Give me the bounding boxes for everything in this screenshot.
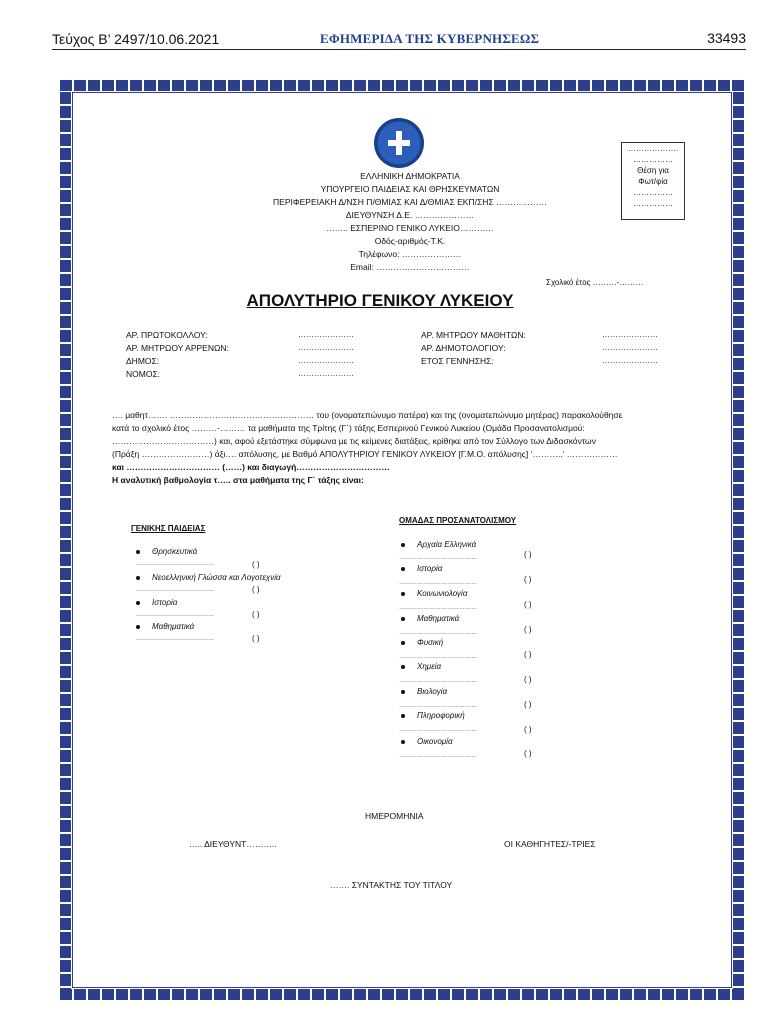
grade-line: ………………………………… [399, 678, 477, 684]
photo-box-line: …………… [633, 199, 673, 208]
teachers-signature: ΟΙ ΚΑΘΗΓΗΤΕΣ/-ΤΡΙΕΣ [504, 839, 596, 849]
letterhead-line: ΕΛΛΗΝΙΚΗ ΔΗΜΟΚΡΑΤΙΑ [360, 171, 460, 181]
grade-paren: ( ) [524, 575, 532, 584]
subject-orientation: Βιολογία [401, 687, 447, 696]
letterhead-line: ΠΕΡΙΦΕΡΕΙΑΚΗ Δ/ΝΣΗ Π/ΘΜΙΑΣ ΚΑΙ Δ/ΘΜΙΑΣ ΕΚΠ/ΣΗΣ ……………… [273, 197, 547, 207]
field-blank: ………………… [298, 330, 354, 339]
field-municipal-registry: ΑΡ. ΔΗΜΟΤΟΛΟΓΙΟΥ: [421, 343, 506, 353]
school-year: Σχολικό έτος ………-……… [546, 278, 644, 287]
body-line: και …………………………… (……) και διαγωγή…………………………… [112, 462, 390, 472]
subject-general: Ιστορία [136, 598, 177, 607]
photo-box-line: …………… [633, 155, 673, 164]
grade-paren: ( ) [524, 700, 532, 709]
field-blank: ………………… [298, 343, 354, 352]
page-number: 33493 [707, 30, 746, 46]
field-male-registry: ΑΡ. ΜΗΤΡΩΟΥ ΑΡΡΕΝΩΝ: [126, 343, 229, 353]
grade-line: ………………………………… [399, 703, 477, 709]
letterhead-line: ΥΠΟΥΡΓΕΙΟ ΠΑΙΔΕΙΑΣ ΚΑΙ ΘΡΗΣΚΕΥΜΑΤΩΝ [320, 184, 500, 194]
gazette-title: ΕΦΗΜΕΡΙΔΑ ΤΗΣ ΚΥΒΕΡΝΗΣΕΩΣ [320, 31, 540, 46]
field-blank: ………………… [602, 330, 658, 339]
subject-orientation: Χημεία [401, 662, 441, 671]
grade-line: ………………………………… [136, 636, 214, 642]
grade-paren: ( ) [524, 725, 532, 734]
grade-paren: ( ) [524, 675, 532, 684]
photo-box-line: Φωτ/φία [638, 177, 668, 186]
subject-orientation: Πληροφορική [401, 711, 465, 720]
subject-orientation: Αρχαία Ελληνικά [401, 540, 476, 549]
certificate-title: ΑΠΟΛΥΤΗΡΙΟ ΓΕΝΙΚΟΥ ΛΥΚΕΙΟΥ [246, 291, 514, 310]
greek-coat-of-arms-icon [374, 118, 424, 168]
subject-orientation: Οικονομία [401, 737, 453, 746]
body-line: …. μαθητ……. …………………………………………… του (ονοματεπώνυμο πατέρα) και της (ονοματεπώνυμο μητέρας) παρακολούθησε [112, 410, 623, 420]
grade-paren: ( ) [524, 600, 532, 609]
body-line: Η αναλυτική βαθμολογία τ….. στα μαθήματα της Γ΄ τάξης είναι: [112, 475, 364, 485]
grade-paren: ( ) [524, 749, 532, 758]
grade-paren: ( ) [252, 585, 260, 594]
director-signature: ….. ΔΙΕΥΘΥΝΤ……….. [189, 839, 277, 849]
photo-box-line: Θέση για [637, 166, 669, 175]
header-rule [52, 49, 746, 50]
photo-box-line: …………… [633, 188, 673, 197]
field-protocol-number: ΑΡ. ΠΡΩΤΟΚΟΛΛΟΥ: [126, 330, 208, 340]
subject-general: Νεοελληνική Γλώσσα και Λογοτεχνία [136, 573, 281, 582]
grade-paren: ( ) [524, 650, 532, 659]
field-birth-year: ΕΤΟΣ ΓΕΝΝΗΣΗΣ: [421, 356, 494, 366]
body-line: ………………………………) και, αφού εξετάστηκε σύμφωνα με τις κείμενες διατάξεις, κρίθηκε από τον Σύλλογο των Διδασκόντων [112, 436, 596, 446]
grade-line: ………………………………… [399, 654, 477, 660]
subject-orientation: Μαθηματικά [401, 614, 459, 623]
grade-paren: ( ) [524, 550, 532, 559]
subject-general: Μαθηματικά [136, 622, 194, 631]
subject-general: Θρησκευτικά [136, 547, 197, 556]
grade-line: ………………………………… [399, 753, 477, 759]
field-blank: ………………… [602, 343, 658, 352]
grade-line: ………………………………… [399, 605, 477, 611]
composer-signature: ……. ΣΥΝΤΑΚΤΗΣ ΤΟΥ ΤΙΤΛΟΥ [330, 880, 453, 890]
grade-line: ………………………………… [399, 580, 477, 586]
issue-reference: Τεύχος Β’ 2497/10.06.2021 [52, 31, 220, 47]
grade-line: ………………………………… [136, 612, 214, 618]
photo-placeholder [621, 142, 685, 220]
grade-line: ………………………………… [399, 630, 477, 636]
body-line: κατά το σχολικό έτος ………-……… τα μαθήματα της Τρίτης (Γ΄) τάξης Εσπερινού Γενικού Λυκείου (Ομάδα Προσανατολισμού: [112, 423, 585, 433]
body-line: (Πράξη ……………………) άξι…. απόλυσης, με Βαθμό ΑΠΟΛΥΤΗΡΙΟΥ ΓΕΝΙΚΟΥ ΛΥΚΕΙΟΥ [Γ.Μ.Ο. απόλυσης] ‘………..’ ……………… [112, 449, 618, 459]
letterhead-line: …….. ΕΣΠΕΡΙΝΟ ΓΕΝΙΚΟ ΛΥΚΕΙΟ………… [326, 223, 494, 233]
subject-orientation: Φυσική [401, 638, 443, 647]
grade-line: ………………………………… [399, 555, 477, 561]
letterhead-line: Email: …………………………… [350, 262, 470, 272]
grade-paren: ( ) [252, 560, 260, 569]
subject-orientation: Κοινωνιολογία [401, 589, 467, 598]
letterhead-line: Τηλέφωνο: ………………… [358, 249, 462, 259]
photo-box-line: ………………. [627, 144, 679, 153]
letterhead-line: Οδός-αριθμός-Τ.Κ. [374, 236, 446, 246]
field-prefecture: ΝΟΜΟΣ: [126, 369, 161, 379]
grade-line: ………………………………… [136, 587, 214, 593]
orientation-heading: ΟΜΑΔΑΣ ΠΡΟΣΑΝΑΤΟΛΙΣΜΟΥ [399, 516, 517, 525]
grade-line: ………………………………… [136, 561, 214, 567]
grade-paren: ( ) [252, 610, 260, 619]
date-label: ΗΜΕΡΟΜΗΝΙΑ [365, 811, 424, 821]
letterhead-line: ΔΙΕΥΘΥΝΣΗ Δ.Ε. ………………… [345, 210, 475, 220]
field-municipality: ΔΗΜΟΣ: [126, 356, 160, 366]
general-education-heading: ΓΕΝΙΚΗΣ ΠΑΙΔΕΙΑΣ [131, 524, 206, 533]
field-blank: ………………… [298, 369, 354, 378]
field-student-registry: ΑΡ. ΜΗΤΡΩΟΥ ΜΑΘΗΤΩΝ: [421, 330, 526, 340]
grade-paren: ( ) [252, 634, 260, 643]
field-blank: ………………… [298, 356, 354, 365]
field-blank: ………………… [602, 356, 658, 365]
subject-orientation: Ιστορία [401, 564, 442, 573]
grade-line: ………………………………… [399, 727, 477, 733]
grade-paren: ( ) [524, 625, 532, 634]
